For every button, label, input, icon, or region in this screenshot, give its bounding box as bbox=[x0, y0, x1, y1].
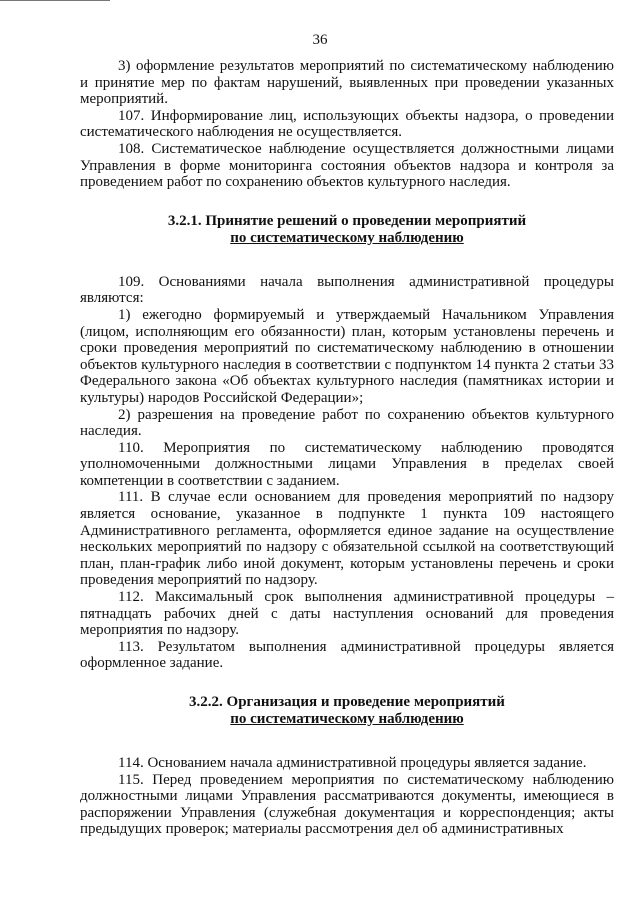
heading-line: по систематическому наблюдению bbox=[230, 711, 464, 727]
paragraph: 112. Максимальный срок выполнения административной процедуры – пятнадцать рабочих дней с даты наступления оснований для проведения мероприятия по надзору. bbox=[80, 589, 614, 639]
heading-line: 3.2.2. Организация и проведение мероприятий bbox=[189, 694, 505, 710]
document-body bbox=[80, 58, 614, 838]
heading-line: 3.2.1. Принятие решений о проведении мероприятий bbox=[167, 212, 527, 229]
paragraph: 107. Информирование лиц, использующих объекты надзора, о проведении систематического наблюдения не осуществляется. bbox=[80, 107, 614, 141]
section-heading-3-2-1 bbox=[80, 213, 614, 247]
section-heading-3-2-2 bbox=[80, 694, 614, 728]
paragraph: 115. Перед проведением мероприятия по систематическому наблюдению должностными лицами Управления рассматриваются документы, имеющиеся в распоряжении Управления (служебная документация и корреспонденция; акты предыдущих проверок; материалы рассмотрения дел об административных bbox=[80, 771, 614, 838]
paragraph: 3) оформление результатов мероприятий по систематическому наблюдению и принятие мер по фактам нарушений, выявленных при проведении указанных мероприятий. bbox=[80, 58, 614, 108]
paragraph: 108. Систематическое наблюдение осуществляется должностными лицами Управления в форме мониторинга состояния объектов надзора и контроля за проведением работ по сохранению объектов культурного наследия. bbox=[80, 140, 614, 191]
heading-line: по систематическому наблюдению bbox=[230, 229, 464, 246]
paragraph: 1) ежегодно формируемый и утверждаемый Начальником Управления (лицом, исполняющим его обязанности) план, которым установлены перечень и сроки проведения мероприятий по систематическому наблюдению в отношении объектов культурного наследия в соответствии с подпунктом 14 пункта 2 статьи 33 Федерального закона «Об объектах культурного наследия (памятниках истории и культуры) народов Российской Федерации»; bbox=[80, 306, 614, 406]
paragraph: 111. В случае если основанием для проведения мероприятий по надзору является основание, указанное в подпункте 1 пункта 109 настоящего Административного регламента, оформляется единое задание на осуществление нескольких мероприятий по надзору с обязательной ссылкой на соответствующий план, план-график либо иной документ, которым установлены перечень и сроки проведения мероприятий по надзору. bbox=[80, 489, 614, 589]
paragraph: 110. Мероприятия по систематическому наблюдению проводятся уполномоченными должностными лицами Управления в пределах своей компетенции в соответствии с заданием. bbox=[80, 439, 614, 489]
scan-edge-mark bbox=[0, 0, 110, 1]
paragraph: 114. Основанием начала административной процедуры является задание. bbox=[118, 755, 587, 771]
page-number: 36 bbox=[312, 32, 328, 48]
paragraph: 2) разрешения на проведение работ по сохранению объектов культурного наследия. bbox=[80, 406, 614, 440]
paragraph: 113. Результатом выполнения административной процедуры является оформленное задание. bbox=[80, 638, 614, 672]
paragraph: 109. Основаниями начала выполнения административной процедуры являются: bbox=[80, 273, 614, 307]
